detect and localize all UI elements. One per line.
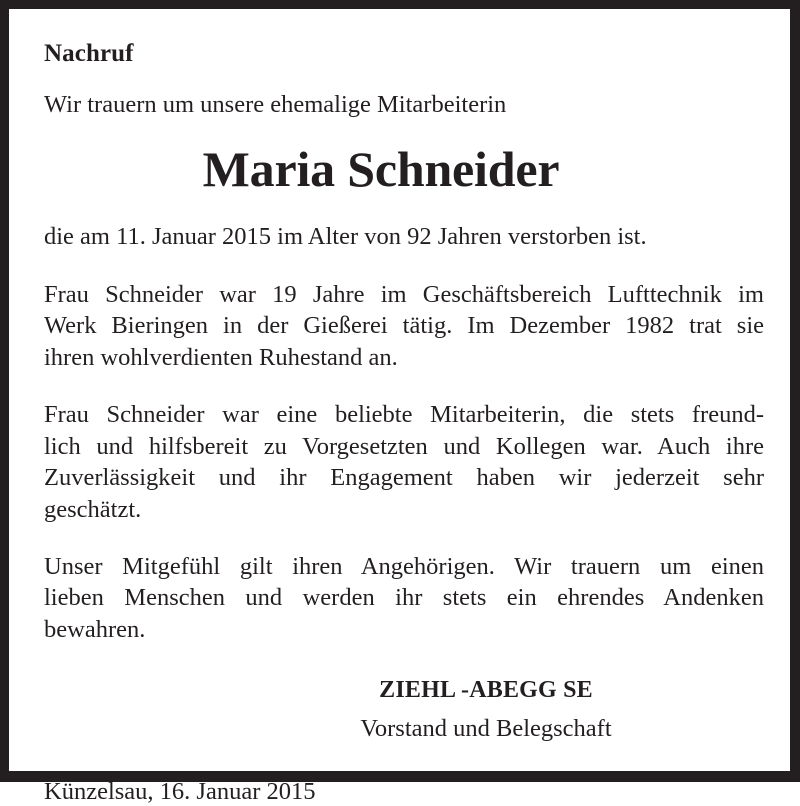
paragraph-career — [44, 253, 764, 373]
paragraph-tribute — [44, 373, 764, 525]
paragraph-line: lich und hilfsbereit zu Vorgesetzten und Kollegen war. Auch ihre — [44, 432, 764, 460]
paragraph-line: Unser Mitgefühl gilt ihren Angehörigen. Wir trauern um einen — [44, 553, 764, 580]
paragraph-line: Werk Bieringen in der Gießerei tätig. Im Dezember 1982 trat sie — [44, 312, 764, 340]
paragraph-line: Frau Schneider war eine beliebte Mitarbeiterin, die stets freund- — [44, 401, 764, 429]
paragraph-line: bewahren. — [44, 615, 146, 643]
paragraph-line: lieben Menschen und werden ihr stets ein ehrendes Andenken — [44, 584, 764, 612]
signature-role: Vorstand und Belegschaft — [360, 715, 612, 743]
paragraph-line: ihren wohlverdienten Ruhestand an. — [44, 343, 398, 371]
dateline: Künzelsau, 16. Januar 2015 — [44, 777, 316, 805]
deceased-name: Maria Schneider — [202, 141, 560, 198]
death-date-line: die am 11. Januar 2015 im Alter von 92 Jahren verstorben ist. — [44, 223, 647, 251]
signature-block — [44, 645, 764, 743]
paragraph-line: geschätzt. — [44, 495, 142, 523]
notice-content — [9, 9, 790, 805]
notice-kicker: Nachruf — [44, 40, 134, 67]
paragraph-condolence — [44, 525, 764, 645]
paragraph-line: Zuverlässigkeit und ihr Engagement haben wir jederzeit sehr — [44, 464, 764, 492]
paragraph-line: Frau Schneider war 19 Jahre im Geschäftsbereich Lufttechnik im — [44, 280, 764, 308]
notice-lead-line: Wir trauern um unsere ehemalige Mitarbeiterin — [44, 91, 507, 118]
signature-company: ZIEHL -ABEGG SE — [379, 677, 593, 704]
